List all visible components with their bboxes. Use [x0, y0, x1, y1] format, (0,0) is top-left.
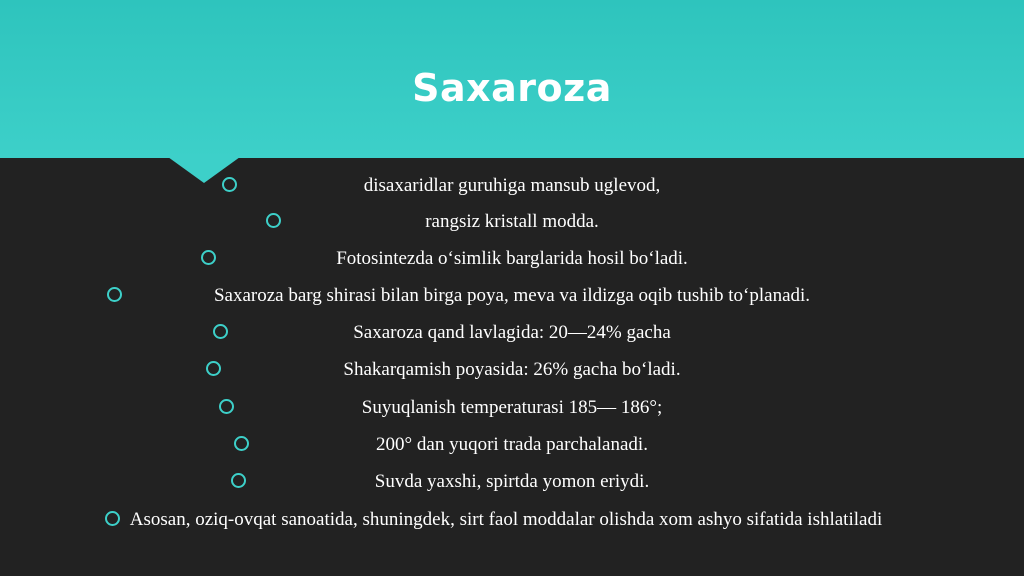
bullet-text: Suyuqlanish temperaturasi 185— 186°; [361, 397, 663, 418]
bullet-item [0, 394, 1024, 424]
bullet-item [0, 468, 1024, 498]
bullet-item [0, 282, 1024, 312]
bullet-item [0, 356, 1024, 386]
bullet-text: Fotosintezda o‘simlik barglarida hosil bo‘ladi. [336, 248, 688, 269]
bullet-item [0, 431, 1024, 461]
bullet-item [0, 208, 1024, 238]
bullet-text: Saxaroza barg shirasi bilan birga poya, meva va ildizga oqib tushib to‘planadi. [213, 285, 811, 306]
bullet-item [0, 506, 1024, 558]
bullet-item [0, 319, 1024, 349]
bullet-text: rangsiz kristall modda. [425, 211, 599, 232]
bullet-item [0, 245, 1024, 275]
slide-title: Saxaroza [412, 66, 612, 110]
bullet-text: disaxaridlar guruhiga mansub uglevod, [363, 175, 661, 196]
bullet-text: Saxaroza qand lavlagida: 20—24% gacha [353, 322, 671, 343]
bullet-text: 200° dan yuqori trada parchalanadi. [376, 434, 648, 455]
circle-bullet-icon [105, 511, 120, 526]
bullet-item [0, 172, 1024, 202]
bullet-text: Suvda yaxshi, spirtda yomon eriydi. [374, 471, 650, 492]
bullet-text: Shakarqamish poyasida: 26% gacha bo‘ladi. [343, 359, 681, 380]
bullet-text: Asosan, oziq-ovqat sanoatida, shuningdek, sirt faol moddalar olishda xom ashyo sifatida ishlatiladi [129, 509, 883, 530]
